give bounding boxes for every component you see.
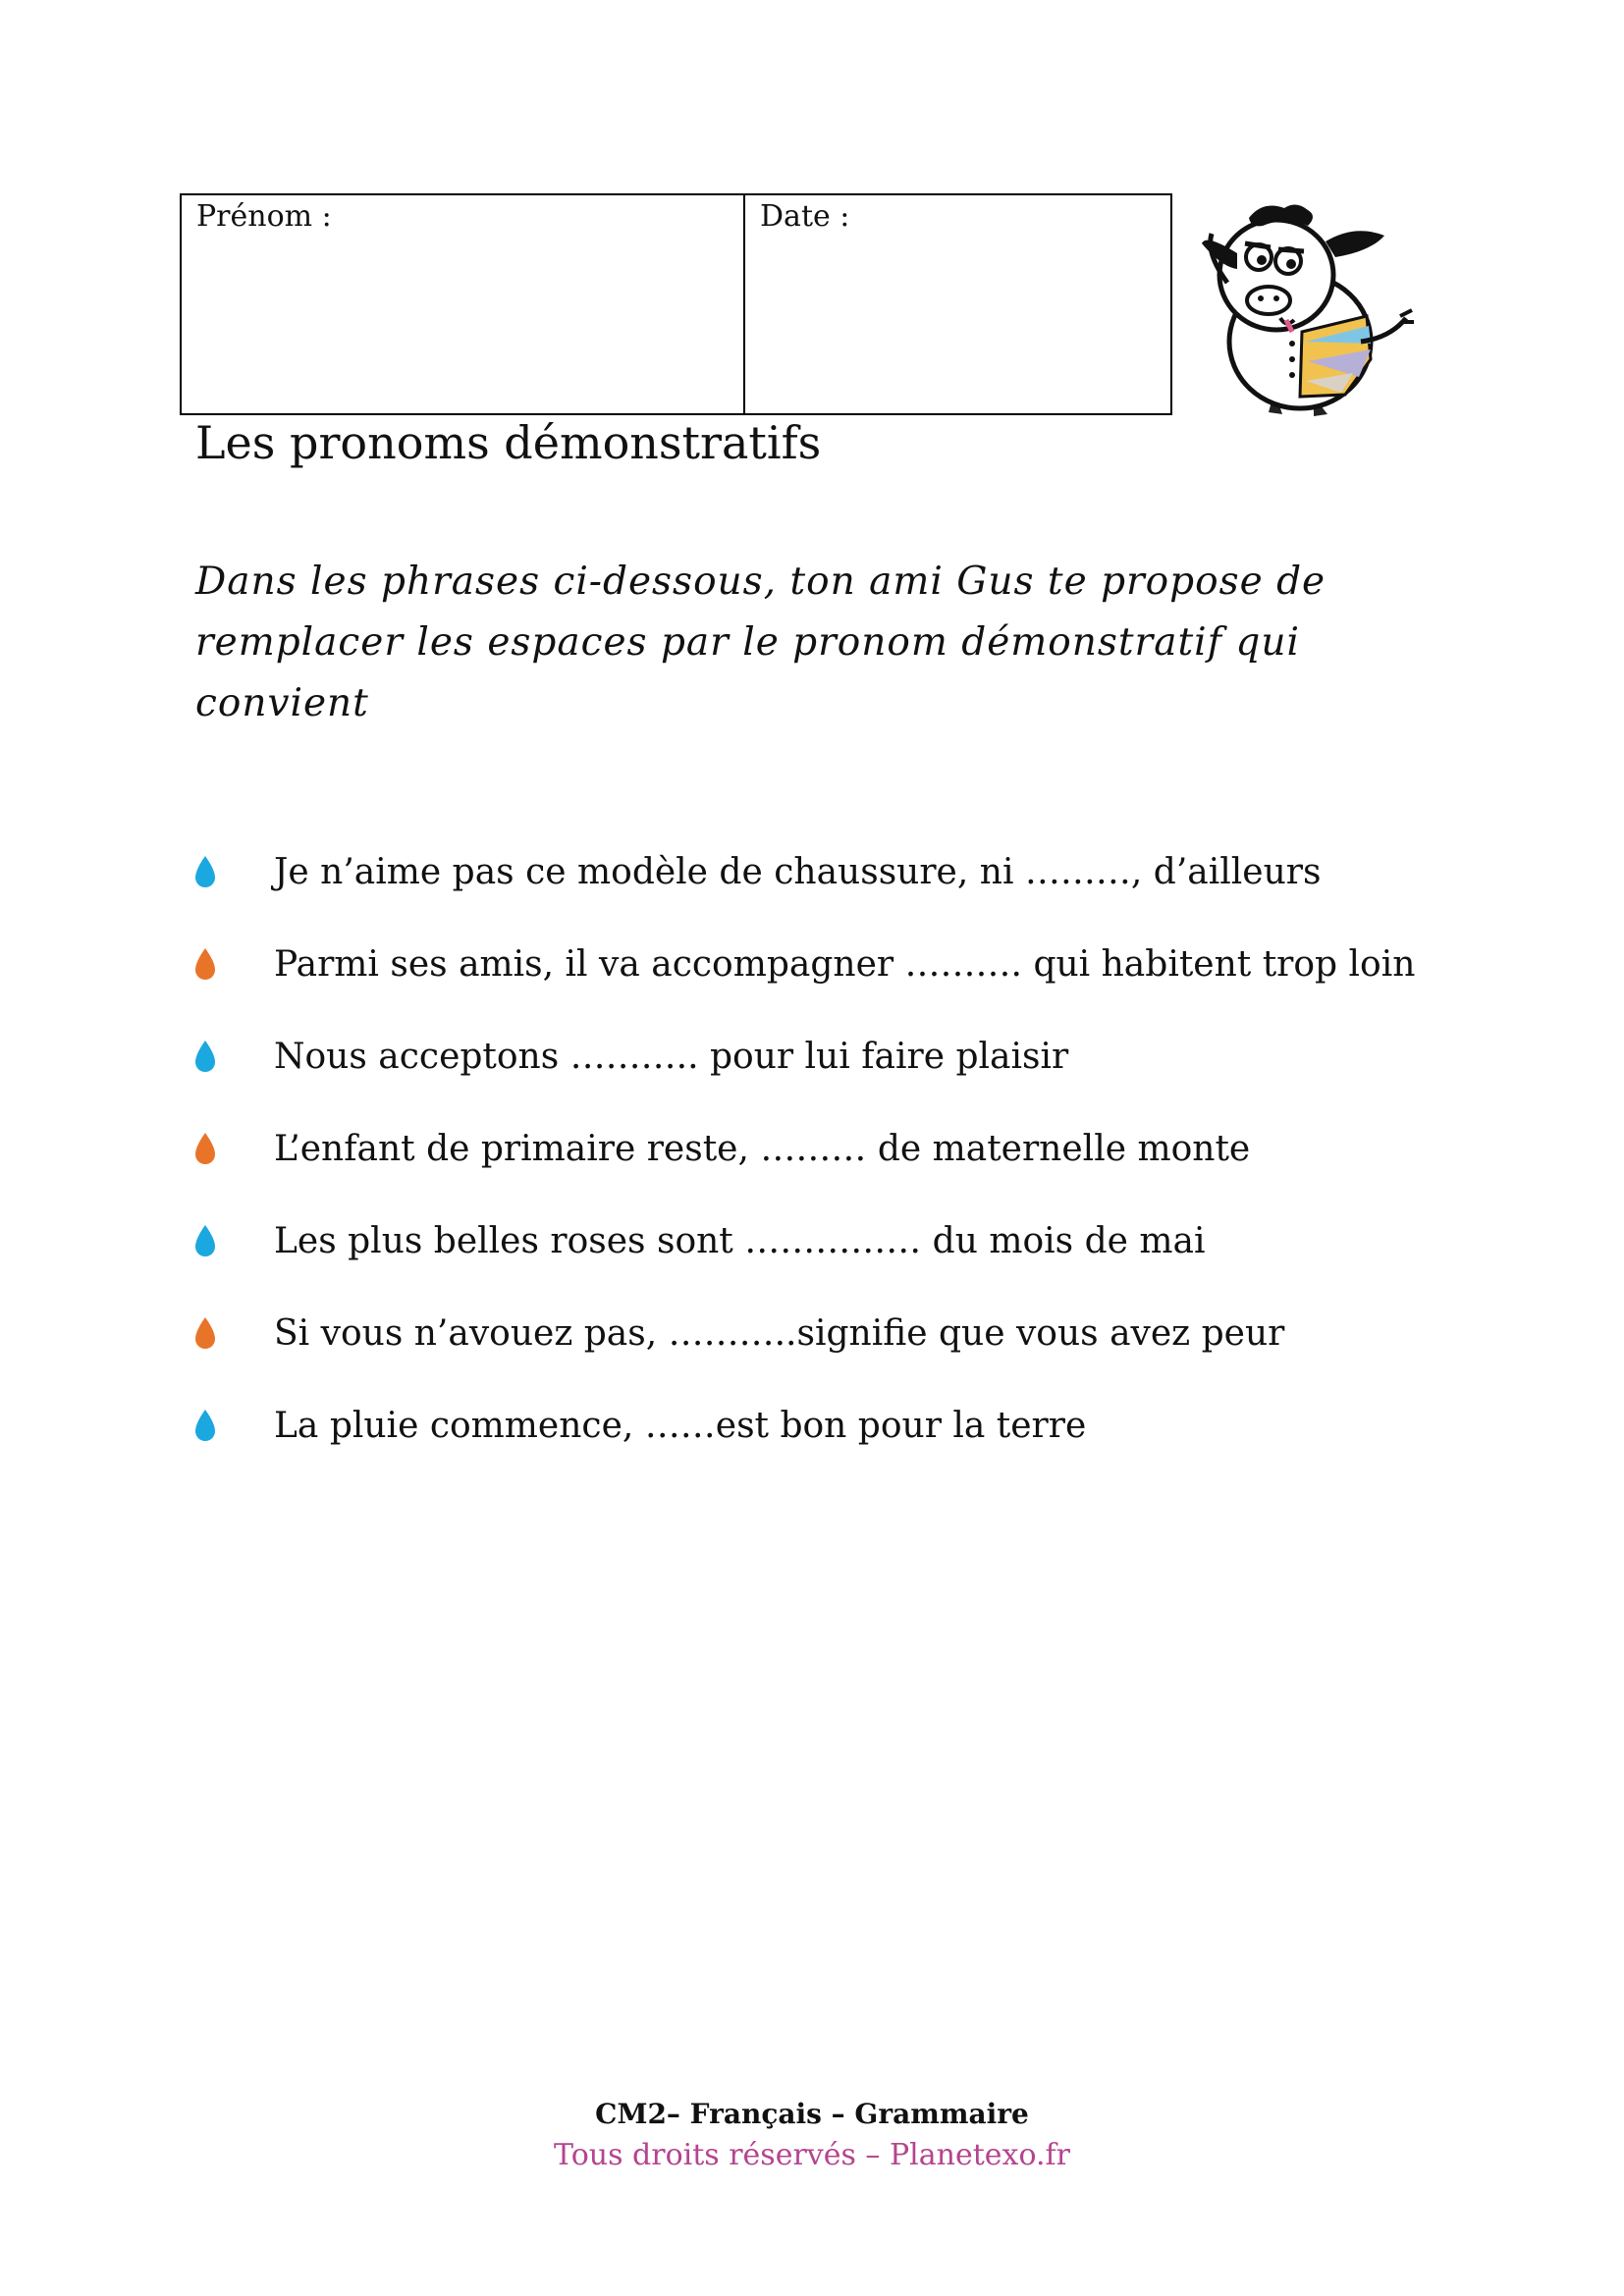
date-cell[interactable] (745, 195, 1170, 413)
list-item (191, 1396, 1087, 1455)
sentence-text: Parmi ses amis, il va accompagner ………. qui habitent trop loin (274, 943, 1416, 985)
list-item (191, 1027, 1069, 1086)
sentence-text: L’enfant de primaire reste, ……… de maternelle monte (274, 1128, 1251, 1169)
list-item (191, 1304, 1285, 1362)
footer-rights: Tous droits réservés – Planetexo.fr (554, 2138, 1070, 2172)
list-item (191, 1211, 1206, 1270)
name-label: Prénom : (196, 199, 332, 234)
instruction-text: Dans les phrases ci-dessous, ton ami Gus te propose de remplacer les espaces par le pronom démonstratif qui convient (195, 560, 1326, 725)
name-cell[interactable] (182, 195, 745, 413)
drop-bullet-icon (191, 1408, 219, 1443)
sentence-text: Je n’aime pas ce modèle de chaussure, ni ………, d’ailleurs (274, 851, 1322, 892)
sentence-text: Les plus belles roses sont …………… du mois de mai (274, 1220, 1206, 1261)
drop-bullet-icon (191, 946, 219, 982)
gus-sheep-mascot-icon (1198, 194, 1414, 418)
sentence-text: Nous acceptons ……….. pour lui faire plaisir (274, 1036, 1069, 1077)
drop-bullet-icon (191, 1039, 219, 1074)
student-info-table (180, 193, 1172, 415)
drop-bullet-icon (191, 1315, 219, 1351)
footer-course: CM2– Français – Grammaire (595, 2098, 1029, 2130)
date-label: Date : (760, 199, 850, 234)
sentence-text: Si vous n’avouez pas, ………..signifie que vous avez peur (274, 1312, 1285, 1354)
page-title: Les pronoms démonstratifs (195, 416, 822, 469)
sentence-text: La pluie commence, ……est bon pour la terre (274, 1405, 1087, 1446)
drop-bullet-icon (191, 854, 219, 889)
drop-bullet-icon (191, 1223, 219, 1258)
drop-bullet-icon (191, 1131, 219, 1166)
list-item (191, 842, 1322, 901)
list-item (191, 934, 1416, 993)
list-item (191, 1119, 1251, 1178)
